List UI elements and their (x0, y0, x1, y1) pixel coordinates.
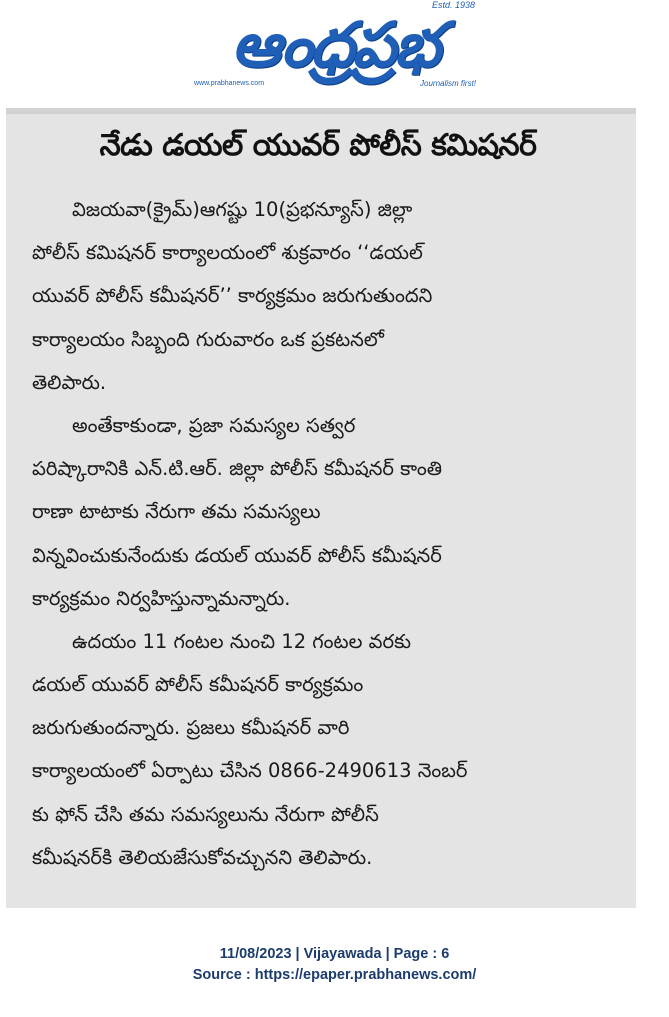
logo-text: ఆంధ్రప్రభ (231, 8, 439, 81)
masthead (0, 0, 669, 100)
article-line: డయల్ యువర్ పోలీస్ కమీషనర్ కార్యక్రమం (32, 673, 364, 697)
article-line: కు ఫోన్ చేసి తమ సమస్యలును నేరుగా పోలీస్ (32, 802, 379, 826)
established-label: Estd. 1938 (432, 0, 476, 10)
article-line: ఉదయం 11 గంటల నుంచి 12 గంటల వరకు (72, 629, 411, 653)
article-line: అంతేకాకుండా, ప్రజా సమస్యల సత్వర (72, 413, 356, 437)
clipping-top-edge (6, 108, 636, 114)
footer-source-line: Source : https://epaper.prabhanews.com/ (192, 967, 477, 983)
article-body (32, 188, 630, 879)
article-line: కార్యాలయంలో ఏర్పాటు చేసిన 0866-2490613 నెంబర్ (32, 759, 468, 783)
article-line: యువర్ పోలీస్ కమీషనర్’’ కార్యక్రమం జరుగుతుందని (32, 284, 433, 308)
article-line: విన్నవించుకునేందుకు డయల్ యువర్ పోలీస్ కమీషనర్ (32, 543, 442, 567)
tagline: Journalism first! (420, 79, 477, 88)
article-line: కార్యాలయం సిబ్బంది గురువారం ఒక ప్రకటనలో (32, 327, 384, 351)
article-line: తెలిపారు. (32, 370, 107, 394)
article-line: కమీషనర్‌కి తెలియజేసుకోవచ్చునని తెలిపారు. (32, 845, 373, 869)
article-line: పరిష్కారానికి ఎన్.టి.ఆర్. జిల్లా పోలీస్ కమీషనర్ కాంతి (32, 457, 442, 481)
article-line: కార్యక్రమం నిర్వహిస్తున్నామన్నారు. (32, 586, 291, 610)
website-label: www.prabhanews.com (194, 80, 265, 87)
article-line: జరుగుతుందన్నారు. ప్రజలు కమీషనర్ వారి (32, 716, 350, 740)
article-line: పోలీస్ కమిషనర్ కార్యాలయంలో శుక్రవారం ‘‘డయల్ (32, 241, 423, 265)
article-line: విజయవా(క్రైమ్)ఆగష్టు 10(ప్రభన్యూస్) జిల్లా (72, 198, 413, 221)
footer-date-line: 11/08/2023 | Vijayawada | Page : 6 (219, 946, 450, 962)
article-line: రాణా టాటాకు నేరుగా తమ సమస్యలు (32, 500, 321, 524)
article-headline: నేడు డయల్ యువర్ పోలీస్ కమిషనర్ (99, 128, 537, 163)
